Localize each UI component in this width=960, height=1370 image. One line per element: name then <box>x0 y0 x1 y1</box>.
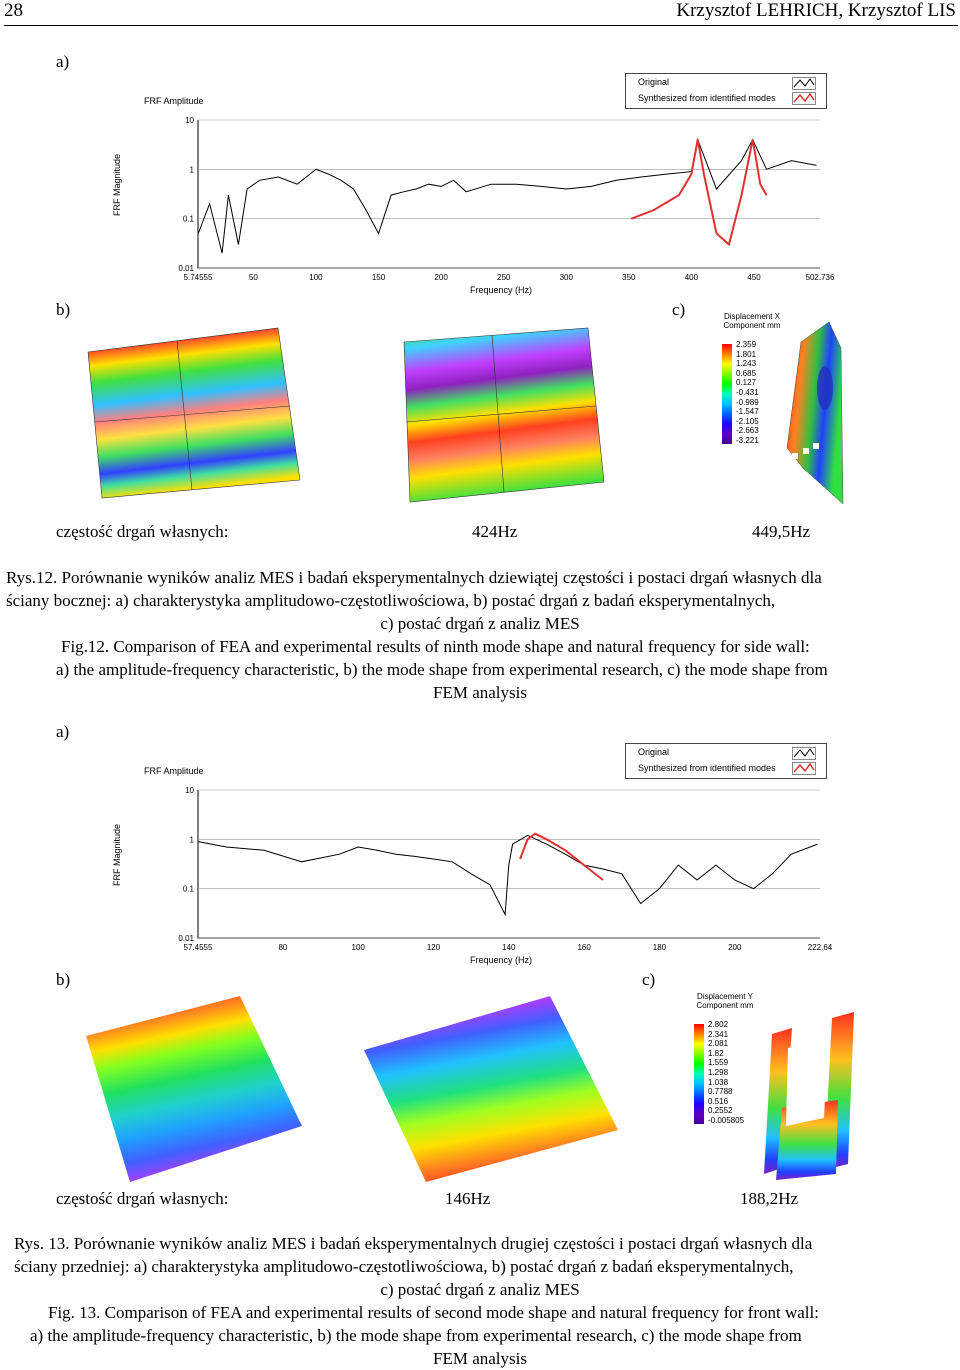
fig13-caption-en-3: FEM analysis <box>433 1349 527 1368</box>
x-tick-label: 5.74555 <box>183 273 213 282</box>
colorbar-value: -3.221 <box>736 435 759 445</box>
colorbar-value: 1.559 <box>708 1058 729 1068</box>
y-tick-label: 1 <box>189 835 194 845</box>
fig13-legend-original: Original <box>638 747 670 757</box>
page-number: 28 <box>4 0 23 21</box>
header-rule <box>4 25 958 26</box>
colorbar-value: 1.801 <box>736 349 757 359</box>
fig13-panel-c-label: c) <box>642 970 656 989</box>
colorbar-value: 2.802 <box>708 1020 729 1029</box>
fig12-chart-ylabel: FRF Magnitude <box>112 153 122 217</box>
fig13-original-series <box>198 835 817 914</box>
fig13-caption-en-2: a) the amplitude-frequency characteristic, b) the mode shape from experimental research, c) the mode shape from <box>30 1326 802 1345</box>
fig13-synthesized-series <box>520 834 603 880</box>
fig12-colorbar-title: Displacement X Component mm <box>723 312 781 330</box>
fig12-freq-fem: 449,5Hz <box>752 522 811 541</box>
fig13-freq-label: częstość drgań własnych: <box>56 1189 229 1208</box>
axis-lines <box>198 120 820 268</box>
fig13-colorbar-labels <box>708 1020 744 1126</box>
fig12-caption-en-3: FEM analysis <box>433 683 527 702</box>
colorbar-value: 2.359 <box>736 340 757 349</box>
colorbar-value: 0.516 <box>708 1096 729 1106</box>
fig13-chart-xlabel: Frequency (Hz) <box>470 955 533 965</box>
colorbar-value: 2.341 <box>708 1029 729 1039</box>
fig13-caption-pl-3: c) postać drgań z analiz MES <box>380 1280 580 1299</box>
fig13-caption-pl-1: Rys. 13. Porównanie wyników analiz MES i badań eksperymentalnych drugiej częstości i postaci drgań własnych dla <box>14 1234 813 1253</box>
fig12-panel-b-label: b) <box>56 300 71 319</box>
x-tick-label: 400 <box>684 273 699 282</box>
fig13-mode-shape-experimental-1 <box>80 990 306 1186</box>
running-header-authors: Krzysztof LEHRICH, Krzysztof LIS <box>676 0 956 21</box>
x-tick-label: 200 <box>434 273 448 282</box>
x-tick-label: 250 <box>497 273 511 282</box>
fig12-caption <box>0 566 960 704</box>
colorbar-value: 1.82 <box>708 1048 724 1058</box>
x-tick-label: 300 <box>559 273 573 282</box>
colorbar-value: 2.081 <box>708 1039 729 1049</box>
fig12-chart-legend <box>625 73 827 109</box>
x-tick-label: 502.736 <box>805 273 835 282</box>
fig12-caption-pl-2: ściany bocznej: a) charakterystyka amplitudowo-częstotliwościowa, b) postać drgań z badań eksperymentalnych, <box>6 591 776 610</box>
fig12-caption-en-1: Fig.12. Comparison of FEA and experimental results of ninth mode shape and natural frequency for side wall: <box>61 637 810 656</box>
x-tick-label: 120 <box>426 943 441 952</box>
fig12-freq-label: częstość drgań własnych: <box>56 522 229 541</box>
fig12-mode-shape-fem <box>785 318 845 504</box>
fig12-frf-chart <box>160 108 835 298</box>
fig13-panel-b-label: b) <box>56 970 71 989</box>
fig12-caption-en-2: a) the amplitude-frequency characteristic, b) the mode shape from experimental research, c) the mode shape from <box>56 660 828 679</box>
colorbar-value: 0.7788 <box>708 1087 733 1097</box>
fig12-chart-xlabel: Frequency (Hz) <box>470 285 533 295</box>
x-tick-label: 450 <box>747 273 761 282</box>
x-tick-label: 100 <box>351 943 365 952</box>
colorbar-value: 0.2552 <box>708 1106 733 1116</box>
x-tick-label: 100 <box>309 273 323 282</box>
y-tick-label: 1 <box>189 165 194 175</box>
x-tick-label: 140 <box>502 943 516 952</box>
colorbar-value: 0.127 <box>736 378 757 388</box>
x-tick-label: 150 <box>371 273 386 282</box>
fig13-chart-ylabel: FRF Magnitude <box>112 823 122 887</box>
fig12-mode-shape-experimental-2 <box>384 322 610 506</box>
fig13-freq-experimental: 146Hz <box>445 1189 491 1208</box>
fig13-mode-shape-experimental-2 <box>350 990 622 1186</box>
x-tick-label: 50 <box>248 273 258 282</box>
fig12-caption-pl-3: c) postać drgań z analiz MES <box>380 614 580 633</box>
x-tick-label: 350 <box>622 273 636 282</box>
colorbar-value: 1.243 <box>736 359 757 369</box>
x-tick-label: 160 <box>577 943 591 952</box>
fig12-original-series <box>198 140 816 254</box>
y-tick-label: 0.01 <box>178 934 194 943</box>
x-tick-label: 57.4555 <box>183 943 213 952</box>
fig13-freq-fem: 188,2Hz <box>740 1189 799 1208</box>
fig12-panel-c-label: c) <box>672 300 686 319</box>
fig12-legend-swatches <box>792 77 816 105</box>
fig13-colorbar-title: Displacement Y Component mm <box>696 992 754 1010</box>
fig13-chart-top-label: FRF Amplitude <box>144 766 204 776</box>
colorbar-value: -2.663 <box>736 426 759 436</box>
fig13-caption-en-1: Fig. 13. Comparison of FEA and experimental results of second mode shape and natural frequency for front wall: <box>48 1303 819 1322</box>
fig12-caption-pl-1: Rys.12. Porównanie wyników analiz MES i badań eksperymentalnych dziewiątej częstości i postaci drgań własnych dla <box>6 568 822 587</box>
colorbar-value: -0.431 <box>736 387 759 397</box>
colorbar-value: -0.005805 <box>708 1115 745 1125</box>
fig13-chart-legend <box>625 743 827 779</box>
fig12-colorbar <box>722 344 732 444</box>
y-tick-label: 10 <box>185 116 194 125</box>
colorbar-value: 1.038 <box>708 1077 729 1087</box>
fig12-panel-a-label: a) <box>56 52 70 71</box>
fig12-legend-original: Original <box>638 77 670 87</box>
fig12-chart-top-label: FRF Amplitude <box>144 96 204 106</box>
colorbar-value: 0.685 <box>736 368 757 378</box>
y-tick-label: 0.1 <box>182 884 194 894</box>
fig13-caption <box>0 1232 960 1370</box>
x-tick-label: 80 <box>278 943 288 952</box>
x-tick-label: 222.64 <box>807 943 833 952</box>
fig13-legend-synth: Synthesized from identified modes <box>638 763 776 773</box>
colorbar-value: 1.298 <box>708 1067 729 1077</box>
fig13-colorbar <box>694 1024 704 1124</box>
colorbar-value: -1.547 <box>736 407 759 417</box>
x-tick-label: 180 <box>652 943 667 952</box>
fig12-legend-synth: Synthesized from identified modes <box>638 93 776 103</box>
colorbar-value: -2.105 <box>736 416 759 426</box>
x-tick-label: 200 <box>728 943 742 952</box>
fig12-freq-experimental: 424Hz <box>472 522 518 541</box>
fig13-caption-pl-2: ściany przedniej: a) charakterystyka amplitudowo-częstotliwościowa, b) postać drgań z badań eksperymentalnych, <box>14 1257 794 1276</box>
y-tick-label: 10 <box>185 786 194 795</box>
y-tick-label: 0.1 <box>182 214 194 224</box>
y-tick-label: 0.01 <box>178 264 194 273</box>
colorbar-value: -0.989 <box>736 397 759 407</box>
fig12-synthesized-series <box>631 140 766 245</box>
fig13-panel-a-label: a) <box>56 722 70 741</box>
fig12-colorbar-labels <box>736 340 759 446</box>
fig13-frf-chart <box>160 778 833 968</box>
fig13-legend-swatches <box>792 747 816 775</box>
fig12-mode-shape-experimental-1 <box>82 322 304 502</box>
fig13-mode-shape-fem <box>762 1008 858 1184</box>
